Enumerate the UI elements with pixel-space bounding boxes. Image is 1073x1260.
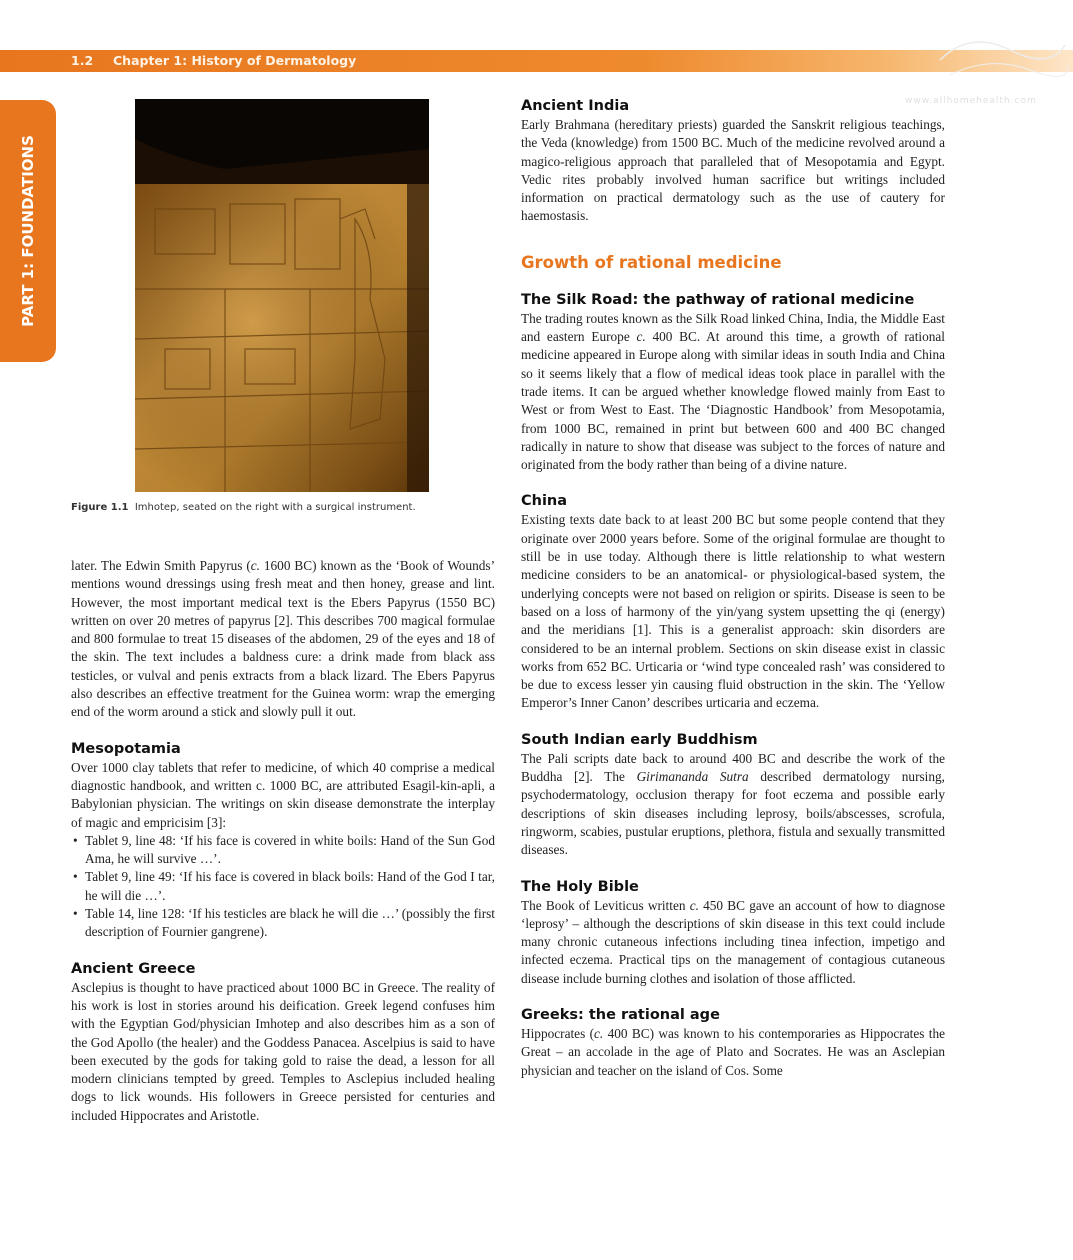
part-side-tab <box>0 100 56 362</box>
mesopotamia-bullets <box>71 832 495 942</box>
heading-china: China <box>521 493 568 510</box>
decorative-swirl-icon <box>930 20 1070 90</box>
watermark: www.allhomehealth.com <box>905 96 1037 106</box>
silk-road-paragraph: The trading routes known as the Silk Road linked China, India, the Middle East and eastern Europe c. 400 BC. At around this time, a growth of rational medicine appeared in Europe along with similar ideas in south India and China so it seems likely that a flow of medical ideas took place in parallel with the trade items. It can be argued whether knowledge flowed mainly from East to West or from West to East. The ‘Diagnostic Handbook’ from Mesopotamia, from 1000 BC, remained in print but between 600 and 400 BC changed radically in nature to show that disease was subject to the forces of nature and originated from the body rather than being of a divine nature. <box>521 310 945 473</box>
ancient-india-paragraph: Early Brahmana (hereditary priests) guarded the Sanskrit religious teachings, the Veda (knowledge) from 1500 BC. Much of the medicine revolved around a magico-religious approach that paralleled that of Mesopotamia and Egypt. Vedic rites probably involved human sacrifice but writings included information on practical dermatology such as the use of cautery for haemostasis. <box>521 117 945 224</box>
heading-south-indian-buddhism: South Indian early Buddhism <box>521 731 758 748</box>
right-column <box>521 96 945 1080</box>
chapter-title: Chapter 1: History of Dermatology <box>113 53 357 68</box>
mesopotamia-paragraph: Over 1000 clay tablets that refer to medicine, of which 40 comprise a medical diagnostic handbook, and written c. 1000 BC, are attributed Esagil-kin-apli, a Babylonian physician. The writings on skin disease demonstrate the interplay of magic and empricisim [3]: <box>71 759 495 830</box>
heading-ancient-india: Ancient India <box>521 98 630 114</box>
running-header <box>0 50 1073 72</box>
left-column <box>71 557 495 1125</box>
south-indian-paragraph: The Pali scripts date back to around 400 BC and describe the work of the Buddha [2]. The Girimananda Sutra described dermatology nursing, psychodermatology, occlusion therapy for foot eczema and possible early descriptions of skin diseases including leprosy, boils/abscesses, scrofula, ringworm, scabies, pustular eruptions, plethora, fistula and sexually transmitted diseases. <box>521 750 945 858</box>
greeks-paragraph: Hippocrates (c. 400 BC) was known to his contemporaries as Hippocrates the Great – an accolade in the age of Plato and Socrates. He was an Asclepian physician and teacher on the island of Cos. Some <box>521 1025 945 1078</box>
heading-holy-bible: The Holy Bible <box>521 878 639 895</box>
ancient-greece-paragraph: Asclepius is thought to have practiced about 1000 BC in Greece. The reality of his work is lost in stories around his deification. Greek legend confuses him with the Egyptian God/physician Imhotep and also describes him as a son of the God Apollo (the healer) and the Goddess Panacea. Ascelpius is said to have been executed by the gods for taking gold to raise the dead, a lesson for all modern clinicians tempted by greed. Temples to Asclepius included healing dogs to lick wounds. His followers in Greece persisted for centuries and included Hippocrates and Aristotle. <box>71 979 495 1123</box>
figure-caption-text: Imhotep, seated on the right with a surgical instrument. <box>134 502 416 513</box>
figure-label: Figure 1.1 <box>71 502 129 513</box>
heading-ancient-greece: Ancient Greece <box>71 960 196 977</box>
figure-caption <box>71 502 471 513</box>
list-item: • Tablet 9, line 48: ‘If his face is covered in white boils: Hand of the Sun God Ama, he will survive …’. <box>85 832 495 869</box>
holy-bible-paragraph: The Book of Leviticus written c. 450 BC gave an account of how to diagnose ‘leprosy’ – although the descriptions of skin disease in this text could include many chronic cutaneous infections including tinea infection, impetigo and infected eczema. Practical tips on the management of contagious cutaneous disease include burning clothes and isolation of those afflicted. <box>521 897 945 986</box>
china-paragraph: Existing texts date back to at least 200 BC but some people contend that they originate over 2000 years before. Some of the original formulae are thought to still be in use today. Although there is little relationship to what western medicine considers to be an anatomical- or physiological-based system, the underlying concepts were not based on religion or spirits. Disease is seen to be based on a loss of harmony of the yin/yang system upsetting the qi (energy) and the meridians [1]. This is a generalist approach: skin disorders are considered to be an internal problem. Sections on skin disease exist in classic works from 652 BC. Urticaria or ‘wind type concealed rash’ was considered to be due to excess lesser yin causing fluid obstruction in the skin. The ‘Yellow Emperor’s Inner Canon’ describes urticaria and eczema. <box>521 512 945 711</box>
heading-silk-road: The Silk Road: the pathway of rational medicine <box>521 291 915 308</box>
heading-mesopotamia: Mesopotamia <box>71 740 181 757</box>
page-number: 1.2 <box>71 53 94 68</box>
figure-image <box>135 99 429 492</box>
section-title: Growth of rational medicine <box>521 252 782 272</box>
list-item: • Tablet 9, line 49: ‘If his face is covered in black boils: Hand of the God I tar, he will die …’. <box>85 868 495 905</box>
temple-relief-photo <box>135 99 429 492</box>
part-label: PART 1: FOUNDATIONS <box>19 135 37 327</box>
list-item: • Table 14, line 128: ‘If his testicles are black he will die …’ (possibly the first description of Fournier gangrene). <box>85 905 495 942</box>
heading-greeks-rational-age: Greeks: the rational age <box>521 1006 720 1023</box>
intro-paragraph: later. The Edwin Smith Papyrus (c. 1600 BC) known as the ‘Book of Wounds’ mentions wound dressings using fresh meat and then honey, grease and lint. However, the most important medical text is the Ebers Papyrus (1550 BC) written on over 20 metres of papyrus [2]. This describes 700 magical formulae and 800 formulae to treat 15 diseases of the abdomen, 29 of the eyes and 18 of the skin. The text includes a baldness cure: a drink made from black ass testicles, or vulval and penis extracts from a black lizard. The Ebers Papyrus also describes an effective treatment for the Guinea worm: wrap the emerging end of the worm around a stick and slowly pull it out. <box>71 558 495 720</box>
